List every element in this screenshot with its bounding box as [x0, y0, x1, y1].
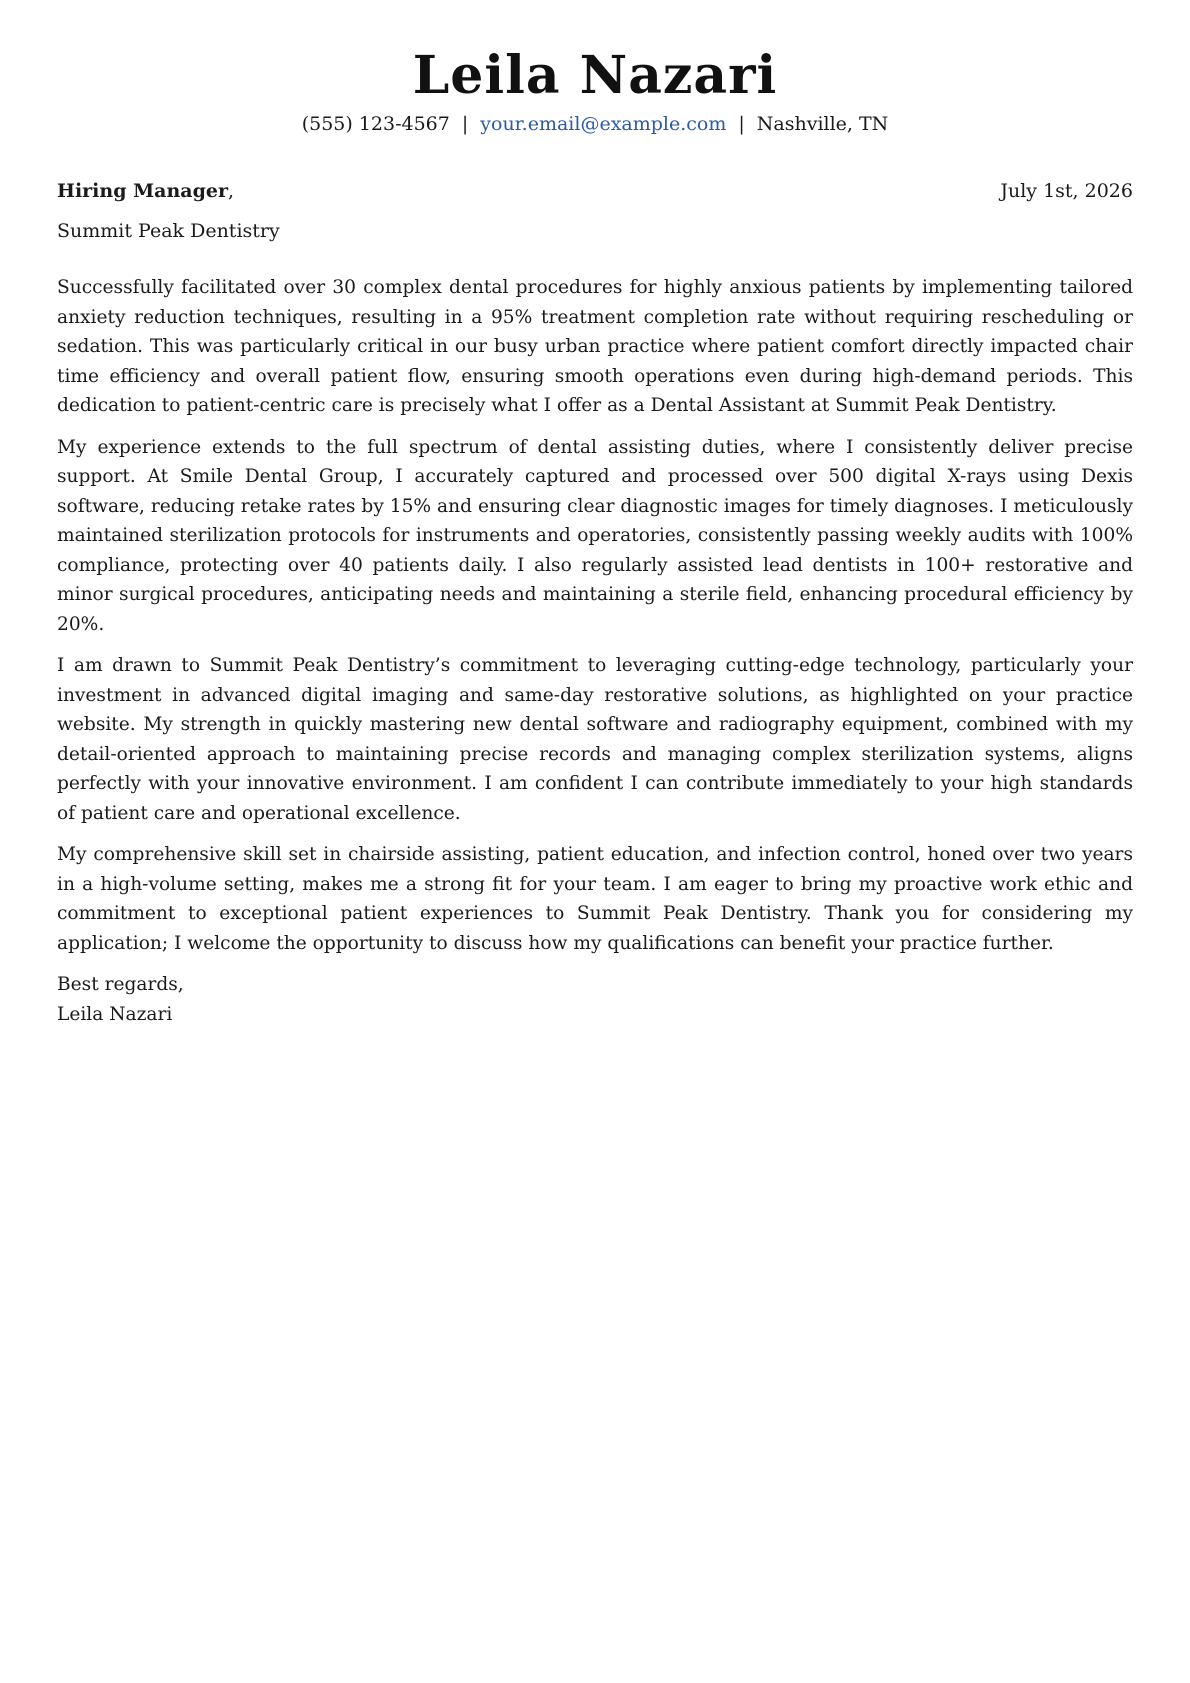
closing-salutation: Best regards, — [57, 974, 184, 995]
recipient-comma: , — [227, 180, 235, 202]
recipient-name: Hiring Manager — [57, 180, 228, 202]
phone-number: (555) 123-4567 — [301, 113, 450, 135]
email-link[interactable]: your.email@example.com — [480, 113, 727, 135]
recipient-line — [57, 179, 234, 203]
contact-line — [57, 112, 1133, 136]
body-paragraph: My comprehensive skill set in chairside assisting, patient education, and infection control, honed over two years in a high-volume setting, makes me a strong fit for your team. I am eager to bring my proactive work ethic and commitment to exceptional patient experiences to Summit Peak Dentistry. Thank you for considering my application; I welcome the opportunity to discuss how my qualifications can benefit your practice further. — [57, 844, 1133, 954]
letter-body — [57, 273, 1133, 958]
applicant-name: Leila Nazari — [412, 45, 778, 106]
body-paragraph: I am drawn to Summit Peak Dentistry’s commitment to leveraging cutting-edge technology, particularly your investment in advanced digital imaging and same-day restorative solutions, as highlighted on your practice website. My strength in quickly mastering new dental software and radiography equipment, combined with my detail-oriented approach to maintaining precise records and managing complex sterilization systems, aligns perfectly with your innovative environment. I am confident I can contribute immediately to your high standards of patient care and operational excellence. — [57, 655, 1133, 824]
separator: | — [461, 113, 469, 135]
separator: | — [738, 113, 745, 135]
body-paragraph: Successfully facilitated over 30 complex dental procedures for highly anxious patients by implementing tailored anxiety reduction techniques, resulting in a 95% treatment completion rate without requiring rescheduling or sedation. This was particularly critical in our busy urban practice where patient comfort directly impacted chair time efficiency and overall patient flow, ensuring smooth operations even during high-demand periods. This dedication to patient-centric care is precisely what I offer as a Dental Assistant at Summit Peak Dentistry. — [57, 277, 1133, 416]
closing-signature: Leila Nazari — [57, 1003, 173, 1025]
body-paragraph: My experience extends to the full spectrum of dental assisting duties, where I consistently deliver precise support. At Smile Dental Group, I accurately captured and processed over 500 digital X-rays using Dexis software, reducing retake rates by 15% and ensuring clear diagnostic images for timely diagnoses. I meticulously maintained sterilization protocols for instruments and operatories, consistently passing weekly audits with 100% compliance, protecting over 40 patients daily. I also regularly assisted lead dentists in 100+ restorative and minor surgical procedures, anticipating needs and maintaining a sterile field, enhancing procedural efficiency by 20%. — [57, 436, 1133, 635]
recipient-company: Summit Peak Dentistry — [57, 220, 280, 242]
closing-block — [57, 970, 1133, 1029]
letter-date: July 1st, 2026 — [1000, 180, 1133, 202]
recipient-date-row — [57, 179, 1133, 203]
location: Nashville, TN — [756, 113, 889, 135]
